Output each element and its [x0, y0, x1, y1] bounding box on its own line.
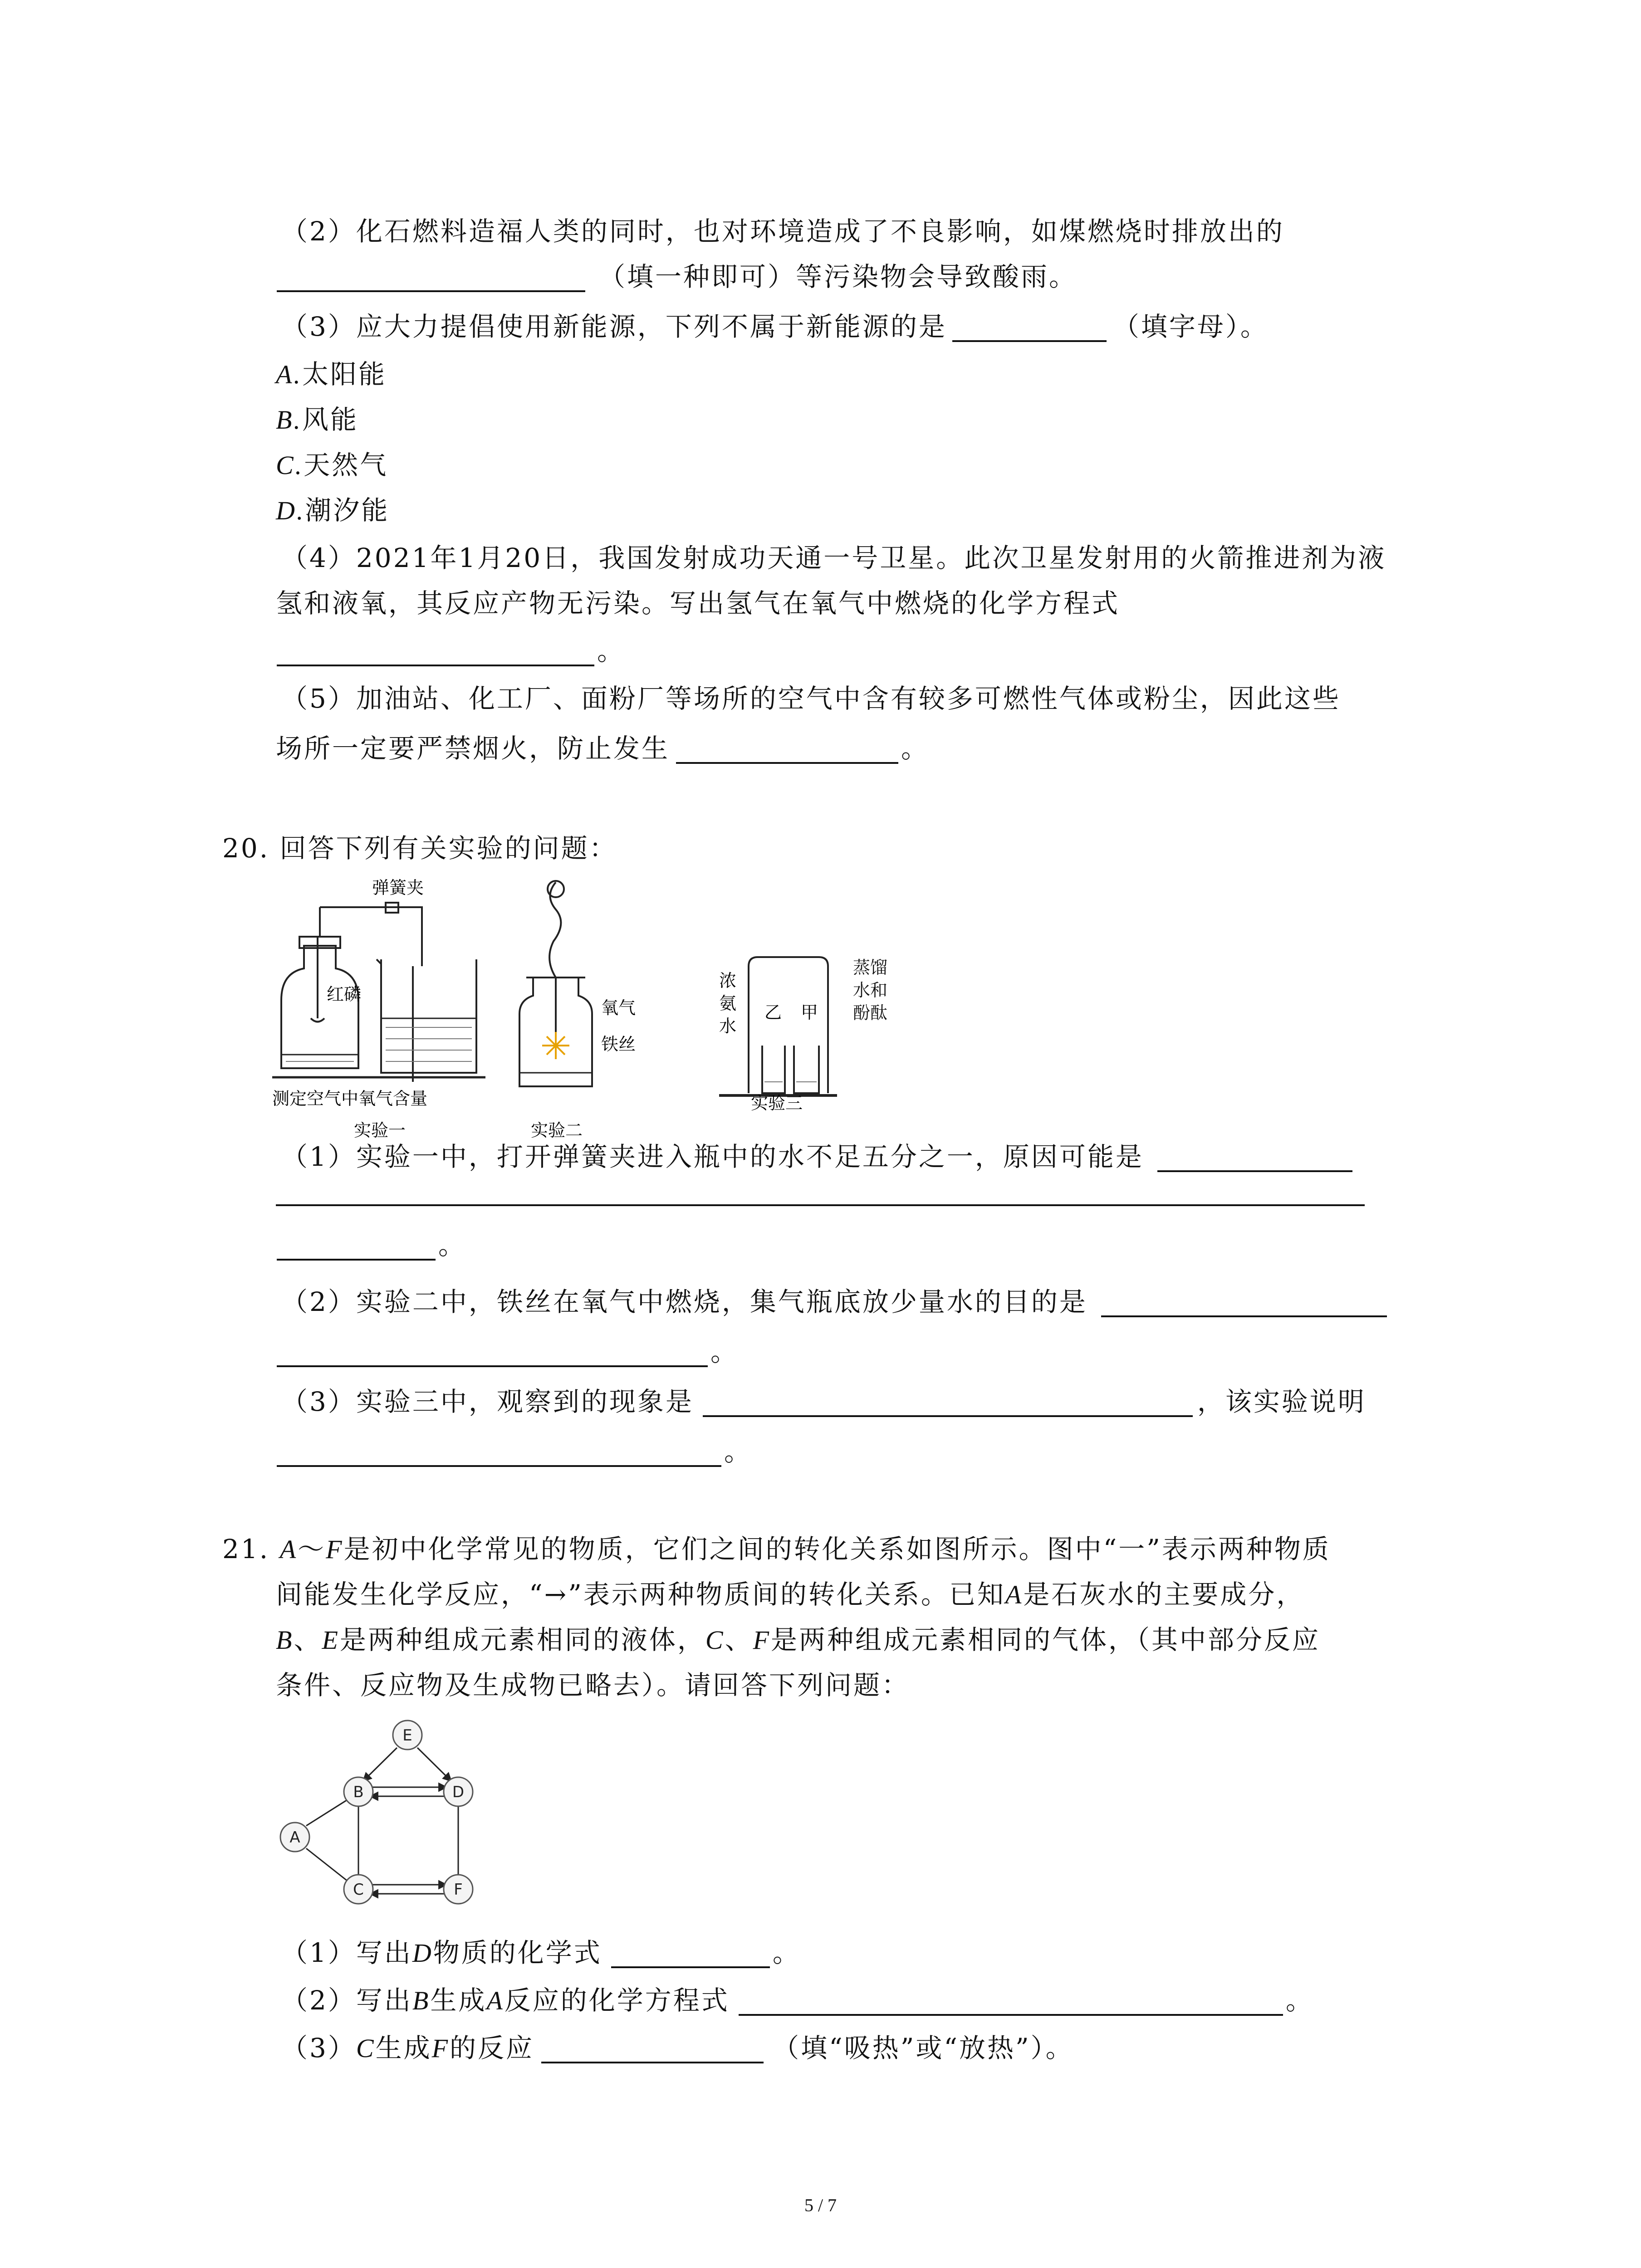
- q20-part2-answer-blank-b[interactable]: [277, 1338, 708, 1367]
- exp2-caption: 实验二: [531, 1120, 583, 1140]
- edge-a-c: [306, 1848, 349, 1882]
- q19-part2-text-b: （填一种即可）等污染物会导致酸雨。: [599, 261, 1078, 292]
- q20-part2-answer-blank-a[interactable]: [1101, 1288, 1387, 1317]
- exp2-oxygen-label: 氧气: [601, 998, 636, 1018]
- exp3-water-line-3: 酚酞: [853, 1003, 888, 1023]
- q21-stem-line2: [276, 1576, 1304, 1613]
- q20-part1-text: （1）实验一中，打开弹簧夹进入瓶中的水不足五分之一，原因可能是: [281, 1141, 1144, 1172]
- exp3-caption: 实验三: [751, 1093, 803, 1113]
- q19-option-d-text: 潮汐能: [305, 495, 390, 526]
- q19-part4-text-a: （4）2021年1月20日，我国发射成功天通一号卫星。此次卫星发射用的火箭推进剂为液: [281, 543, 1386, 573]
- q21-part1-text-c: 物质的化学式: [433, 1937, 602, 1968]
- q21-stem-letter-e: E: [322, 1625, 340, 1655]
- exp3-beaker-yi: [762, 1046, 785, 1093]
- q20-stem: [222, 830, 617, 866]
- exp3-ammonia-label-3: 水: [719, 1016, 737, 1036]
- q20-part2-line2: [277, 1334, 739, 1370]
- q21-part2-text-e: 反应的化学方程式: [504, 1985, 730, 2016]
- node-d-label: D: [452, 1783, 465, 1801]
- exp3-label-jia: 甲: [801, 1002, 818, 1022]
- q19-option-c-text: 天然气: [304, 450, 388, 480]
- q20-part3-answer-blank-b[interactable]: [277, 1438, 721, 1467]
- q20-part1-answer-blank-a[interactable]: [1157, 1143, 1352, 1172]
- q20-part3-line1: [281, 1383, 1366, 1420]
- q21-tilde: ～: [298, 1534, 326, 1564]
- q19-part5-text-b: 场所一定要严禁烟火，防止发生: [276, 733, 670, 764]
- q19-part5-answer-blank[interactable]: [676, 735, 898, 764]
- exp1-combustion-spoon: [311, 937, 324, 1022]
- q20-stem-text: 20. 回答下列有关实验的问题：: [222, 833, 617, 864]
- q20-part3-answer-blank-a[interactable]: [703, 1388, 1193, 1417]
- exp1-flask: [281, 946, 358, 1068]
- q19-option-a-text: 太阳能: [302, 359, 387, 390]
- q20-part2-line1: [281, 1284, 1387, 1320]
- page-number: [0, 2195, 1641, 2216]
- q19-option-b-letter: B.: [276, 405, 302, 435]
- q21-part2-letter-a: A: [486, 1986, 505, 2015]
- q21-part3-line: [281, 2030, 1074, 2067]
- q20-part3-mid: ，该实验说明: [1197, 1386, 1366, 1417]
- q21-letter-a: A: [279, 1535, 298, 1564]
- q21-part2-text-c: 生成: [430, 1985, 487, 2016]
- q21-stem-comma-2: 、: [725, 1624, 753, 1655]
- q19-part5-line2: [276, 730, 929, 767]
- exp3-water-label-2: [853, 957, 887, 978]
- q19-part3-text: （3）应大力提倡使用新能源，下列不属于新能源的是: [281, 311, 947, 342]
- exp3-water-line-1: 蒸馏: [853, 958, 888, 978]
- q20-part3-text: （3）实验三中，观察到的现象是: [281, 1386, 694, 1417]
- exp1-red-p-label: 红磷: [327, 984, 362, 1004]
- q21-relation-diagram: [272, 1708, 508, 1916]
- q20-part1-answer-blank-c[interactable]: [277, 1232, 436, 1261]
- q21-stem-letter-f2: F: [753, 1625, 771, 1655]
- q19-part2-text-a: （2）化石燃料造福人类的同时，也对环境造成了不良影响，如煤燃烧时排放出的: [281, 216, 1284, 247]
- q19-part5-text-a: （5）加油站、化工厂、面粉厂等场所的空气中含有较多可燃性气体或粉尘，因此这些: [281, 683, 1341, 714]
- q19-part5-line1: [281, 680, 1341, 717]
- q21-part2-tail: 。: [1285, 1985, 1314, 2016]
- q20-part1-line1: [281, 1139, 1352, 1175]
- q21-part1-letter-d: D: [412, 1938, 433, 1968]
- q21-part3-letter-c: C: [356, 2033, 376, 2063]
- q19-option-c-letter: C.: [276, 450, 304, 480]
- q21-part1-tail: 。: [772, 1937, 801, 1968]
- q21-part3-answer-blank[interactable]: [541, 2034, 764, 2063]
- edge-e-to-b: [363, 1748, 397, 1781]
- q21-stem-text-1: 是初中化学常见的物质，它们之间的转化关系如图所示。图中“一”表示两种物质: [343, 1534, 1331, 1564]
- edge-e-to-d: [417, 1748, 451, 1781]
- exp3-water-label-3: [853, 980, 887, 1001]
- exp1-beaker: [377, 959, 476, 1073]
- q20-part1-answer-blank-b[interactable]: [276, 1204, 1365, 1206]
- q21-part2-letter-b: B: [412, 1986, 431, 2015]
- q19-part4-line2: [276, 585, 1120, 621]
- exp1-caption-a: 测定空气中氧气含量: [272, 1089, 428, 1109]
- q21-stem-text-3h: 是两种组成元素相同的气体，（其中部分反应: [771, 1624, 1321, 1655]
- exp2-iron-wire: [549, 882, 561, 1046]
- q21-part1-text-a: （1）写出: [281, 1937, 412, 1968]
- exp2-iron-label: 铁丝: [601, 1034, 636, 1054]
- exp3-label-yi: 乙: [764, 1002, 782, 1022]
- q20-part3-line2: [277, 1433, 752, 1470]
- q19-part3-line: [281, 308, 1269, 345]
- exp3-ammonia-label-1: 浓: [719, 971, 737, 991]
- q21-letter-f: F: [326, 1535, 344, 1564]
- q19-part5-tail: 。: [901, 733, 930, 764]
- q21-stem-comma-1: 、: [294, 1624, 322, 1655]
- q19-option-d-letter: D.: [276, 496, 305, 525]
- q21-number: 21.: [222, 1534, 280, 1564]
- q19-option-a-letter: A.: [276, 360, 302, 389]
- exp1-caption: 实验一: [354, 1120, 406, 1140]
- q21-stem-letter-b: B: [276, 1625, 294, 1655]
- q20-part1-line3: [277, 1227, 466, 1263]
- q21-part2-answer-blank[interactable]: [739, 1987, 1283, 2016]
- q19-option-b: [276, 401, 358, 438]
- q20-part2-tail: 。: [710, 1336, 739, 1367]
- page-number-text: 5 / 7: [804, 2195, 837, 2215]
- exp3-beaker-jia: [794, 1046, 819, 1093]
- q19-part4-answer-blank[interactable]: [277, 637, 594, 666]
- q20-part2-text: （2）实验二中，铁丝在氧气中燃烧，集气瓶底放少量水的目的是: [281, 1286, 1087, 1317]
- q21-stem-text-4: 条件、反应物及生成物已略去）。请回答下列问题：: [276, 1670, 910, 1701]
- q21-stem-text-2c: 是石灰水的主要成分，: [1023, 1579, 1305, 1610]
- exp3-ammonia-label-2: 氨: [719, 993, 737, 1013]
- q19-part3-tail: （填字母）。: [1112, 311, 1269, 342]
- q19-part2-answer-blank[interactable]: [277, 263, 585, 292]
- q21-stem-line4: [276, 1667, 910, 1703]
- q19-part4-line1: [281, 540, 1386, 576]
- q21-stem-letter-c: C: [705, 1625, 725, 1655]
- q21-part3-letter-f: F: [431, 2033, 450, 2063]
- q21-stem-letter-a: A: [1005, 1580, 1024, 1609]
- node-c-label: C: [353, 1881, 364, 1899]
- q19-part4-line3: [277, 633, 625, 669]
- q19-part3-answer-blank[interactable]: [952, 313, 1107, 342]
- q21-stem-line3: [276, 1622, 1320, 1658]
- q19-option-c: [276, 447, 388, 484]
- q21-part3-tail: （填“吸热”或“放热”）。: [773, 2033, 1074, 2063]
- q21-part3-text-c: 生成: [375, 2033, 432, 2063]
- q21-part3-text-e: 的反应: [450, 2033, 534, 2063]
- exp3-water-label-4: [853, 1002, 887, 1023]
- q21-stem-text-2a: 间能发生化学反应，“→”表示两种物质间的转化关系。已知: [276, 1579, 1005, 1610]
- q19-part4-tail: 。: [597, 635, 626, 666]
- q21-part2-line: [281, 1982, 1314, 2019]
- q19-option-b-text: 风能: [302, 404, 358, 435]
- q21-part3-text-a: （3）: [281, 2033, 356, 2063]
- exp3-water-line-2: 水和: [853, 980, 888, 1000]
- q20-experiment-figure: [272, 869, 844, 1163]
- q19-option-a: [276, 356, 387, 393]
- node-f-label: F: [454, 1881, 463, 1899]
- node-a-label: A: [289, 1828, 300, 1847]
- q19-part2-line1: [281, 213, 1284, 249]
- q21-part2-text-a: （2）写出: [281, 1985, 412, 2016]
- q20-part3-tail: 。: [724, 1436, 753, 1467]
- q20-part1-tail: 。: [438, 1230, 467, 1261]
- edge-a-b: [306, 1799, 349, 1826]
- exp1-clip-label: 弹簧夹: [372, 878, 424, 898]
- q19-part2-line2: [277, 259, 1077, 295]
- node-e-label: E: [402, 1726, 412, 1745]
- q21-part1-answer-blank[interactable]: [611, 1939, 770, 1968]
- node-b-label: B: [353, 1783, 364, 1801]
- q21-stem-line1: [222, 1531, 1331, 1568]
- q21-stem-text-3d: 是两种组成元素相同的液体，: [339, 1624, 705, 1655]
- q19-option-d: [276, 492, 389, 529]
- q19-part4-text-b: 氢和液氧，其反应产物无污染。写出氢气在氧气中燃烧的化学方程式: [276, 588, 1120, 619]
- q21-part1-line: [281, 1935, 801, 1971]
- exp3-bell-jar: [749, 957, 828, 1093]
